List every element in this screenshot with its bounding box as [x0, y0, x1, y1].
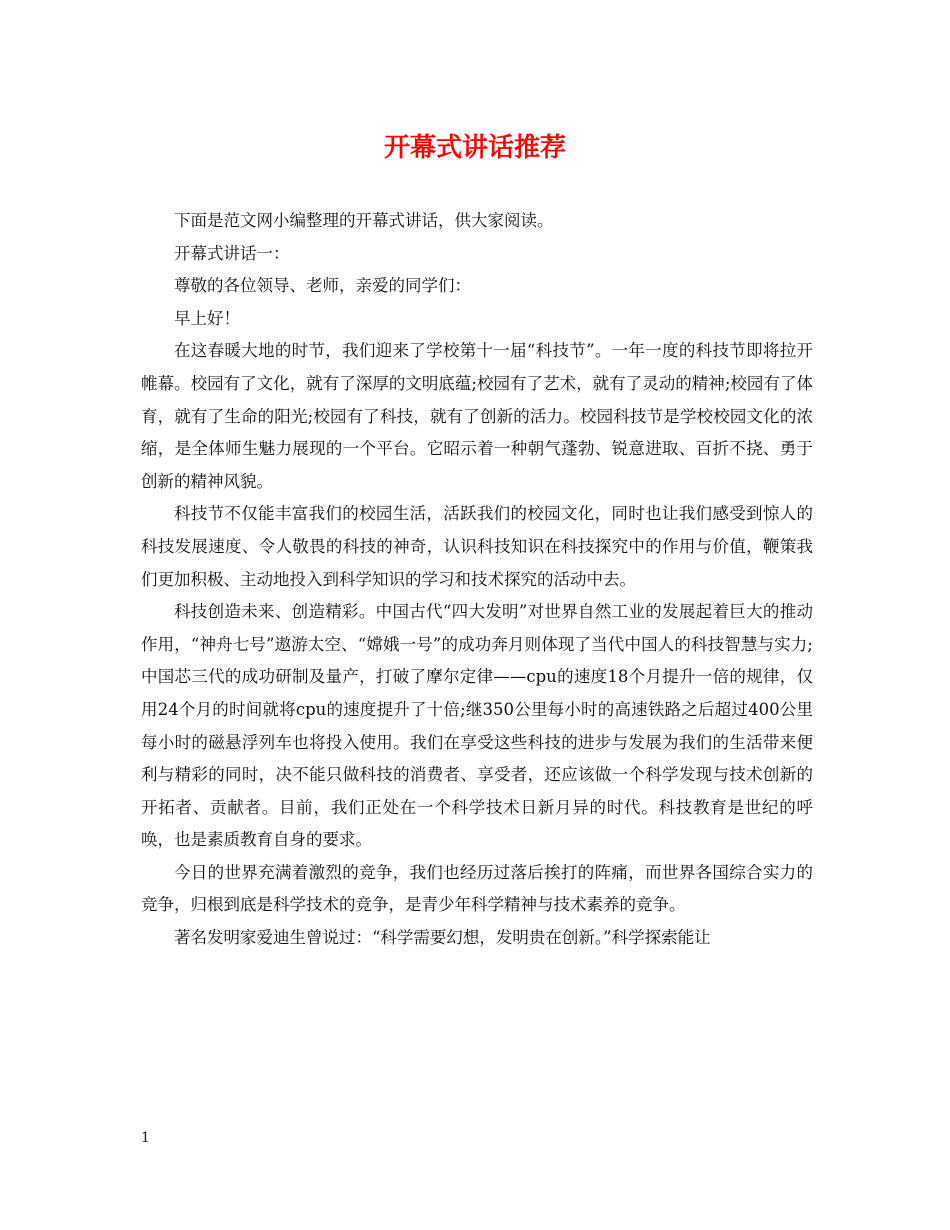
paragraph-body: 著名发明家爱迪生曾说过：“科学需要幻想，发明贵在创新。”科学探索能让 [174, 928, 711, 948]
page-title: 开幕式讲话推荐 [383, 133, 566, 163]
paragraph-speech-heading: 开幕式讲话一： [174, 243, 290, 263]
paragraph-body: 今日的世界充满着激烈的竞争，我们也经历过落后挨打的阵痛，而世界各国综合实力的竞争，归根到底是科学技术的竞争，是青少年科学精神与技术素养的竞争。 [141, 862, 813, 915]
paragraph-body: 科技创造未来、创造精彩。中国古代“四大发明”对世界自然工业的发展起着巨大的推动作用，“神舟七号”遨游太空、“嫦娥一号”的成功奔月则体现了当代中国人的科技智慧与实力;中国芯三代的成功研制及量产，打破了摩尔定律——cpu的速度18个月提升一倍的规律，仅用24个月的时间就将cpu的速度提升了十倍;继350公里每小时的高速铁路之后超过400公里每小时的磁悬浮列车也将投入使用。我们在享受这些科技的进步与发展为我们的生活带来便利与精彩的同时，决不能只做科技的消费者、享受者，还应该做一个科学发现与技术创新的开拓者、贡献者。目前，我们正处在一个科学技术日新月异的时代。科技教育是世纪的呼唤，也是素质教育自身的要求。 [141, 602, 813, 850]
paragraph-intro: 下面是范文网小编整理的开幕式讲话，供大家阅读。 [174, 211, 554, 230]
paragraph-body: 在这春暖大地的时节，我们迎来了学校第十一届“科技节”。一年一度的科技节即将拉开帷幕。校园有了文化，就有了深厚的文明底蕴;校园有了艺术，就有了灵动的精神;校园有了体育，就有了生命的阳光;校园有了科技，就有了创新的活力。校园科技节是学校校园文化的浓缩，是全体师生魅力展现的一个平台。它昭示着一种朝气蓬勃、锐意进取、百折不挠、勇于创新的精神风貌。 [141, 341, 813, 491]
paragraph-salutation: 尊敬的各位领导、老师，亲爱的同学们： [174, 276, 471, 296]
page-number: 1 [141, 1130, 150, 1146]
body-text [141, 205, 813, 955]
paragraph-greeting: 早上好！ [174, 308, 240, 328]
paragraph-body: 科技节不仅能丰富我们的校园生活，活跃我们的校园文化，同时也让我们感受到惊人的科技发展速度、令人敬畏的科技的神奇，认识科技知识在科技探究中的作用与价值，鞭策我们更加积极、主动地投入到科学知识的学习和技术探究的活动中去。 [141, 504, 813, 589]
